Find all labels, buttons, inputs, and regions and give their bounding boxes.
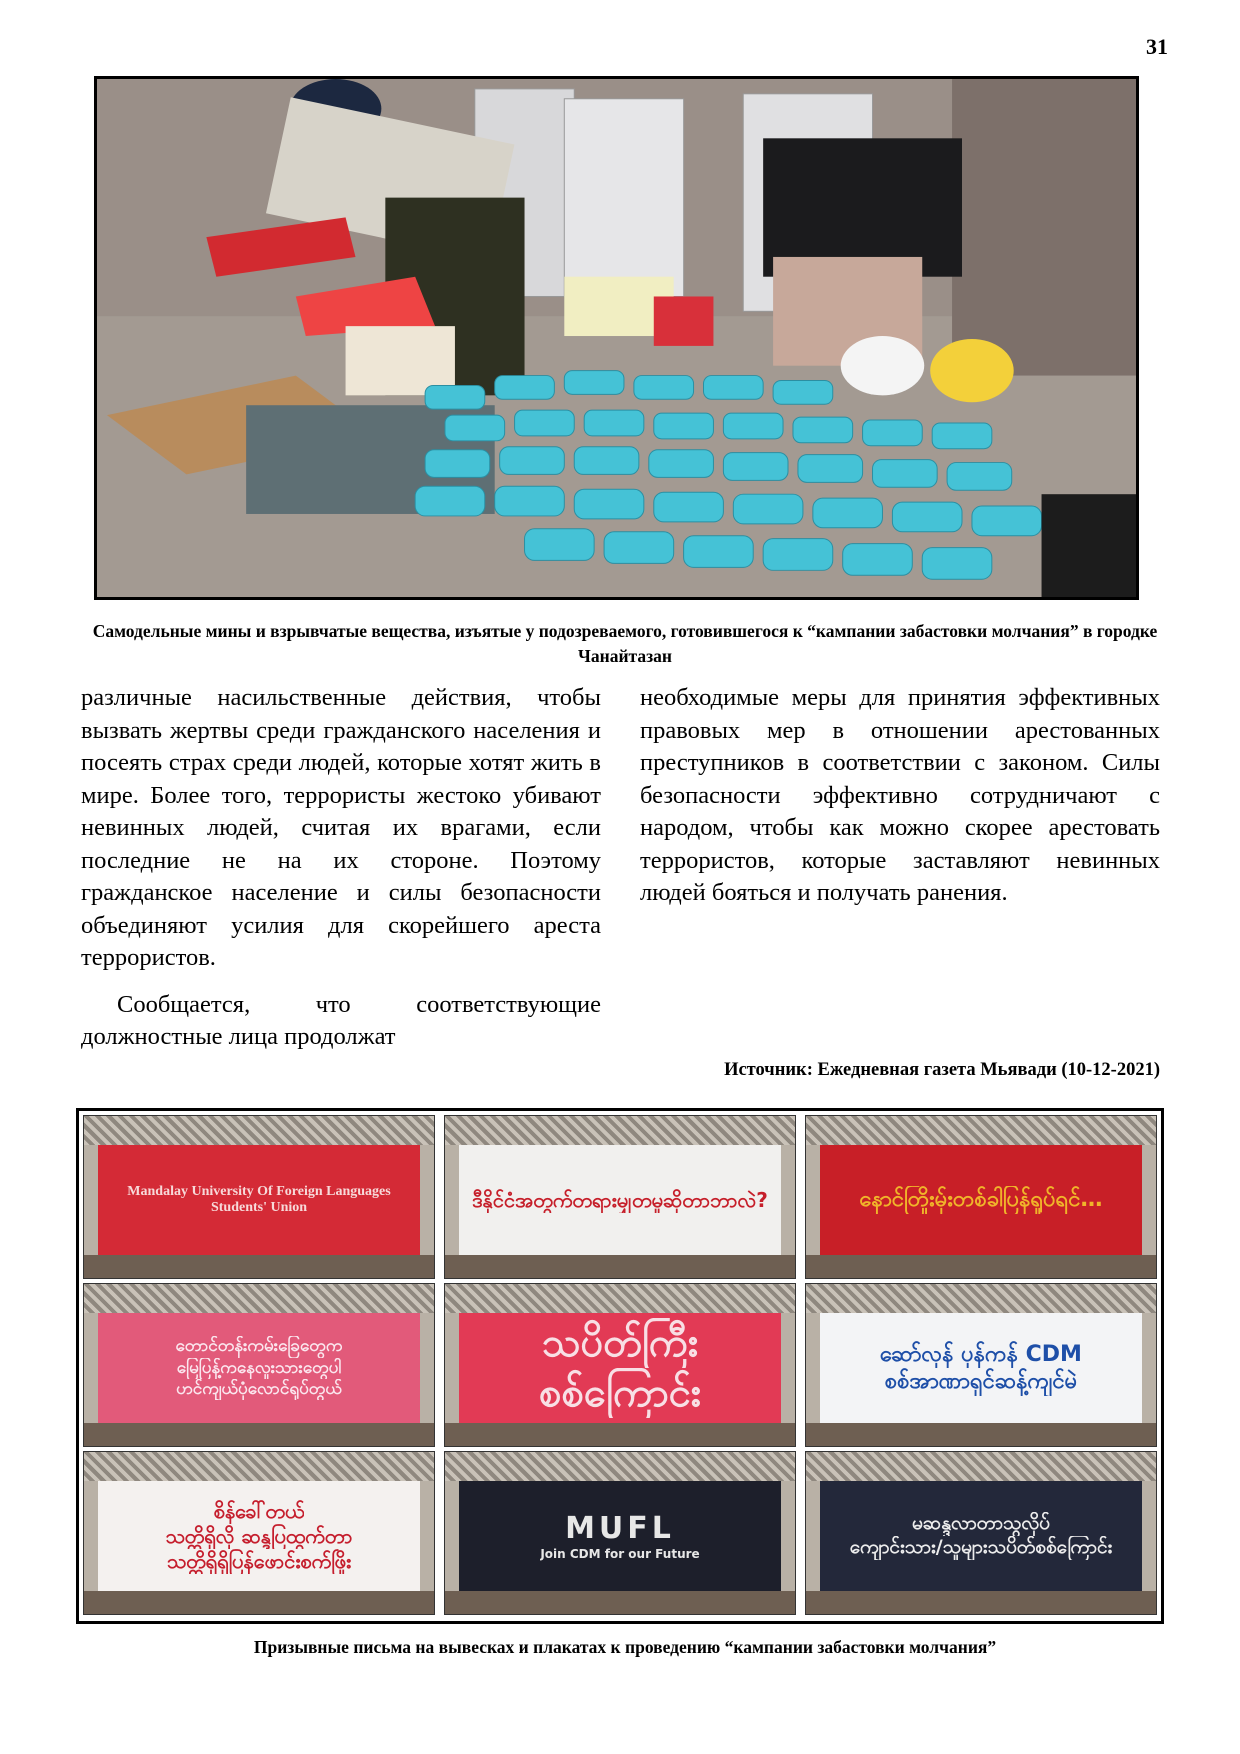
banner-text: Students' Union xyxy=(210,1200,308,1216)
protest-banner xyxy=(444,1115,796,1279)
banner-background xyxy=(445,1452,795,1481)
banner-text: စစ်ကြောင်း xyxy=(538,1370,702,1417)
banner-text: ကျောင်းသား/သူများသပိတ်စစ်ကြောင်း xyxy=(849,1536,1113,1559)
banner-background xyxy=(806,1116,1156,1145)
banner-grid xyxy=(76,1108,1164,1624)
banner-background xyxy=(445,1255,795,1278)
banner-text: သတ္တိရှိလို ဆန္ဒပြထွက်တာ xyxy=(165,1523,353,1548)
banner-background xyxy=(445,1116,795,1145)
photo-caption: Самодельные мины и взрывчатые вещества, изъятые у подозреваемого, готовившегося к “кампании забастовки молчания” в городке Чанайтазан xyxy=(92,621,1158,666)
protest-banner xyxy=(444,1283,796,1447)
banner-cloth xyxy=(98,1481,420,1591)
banners-caption: Призывные письма на вывесках и плакатах к проведению “кампании забастовки молчания” xyxy=(253,1637,997,1657)
banner-background xyxy=(445,1591,795,1614)
banner-cloth xyxy=(98,1313,420,1423)
banner-background xyxy=(84,1284,434,1313)
article-source: Источник: Ежедневная газета Мьявади (10-12-2021) xyxy=(724,1060,1160,1080)
banner-cloth xyxy=(820,1481,1142,1591)
protest-banner xyxy=(805,1283,1157,1447)
banner-background xyxy=(84,1591,434,1614)
banner-background xyxy=(84,1423,434,1446)
banner-text: Join CDM for our Future xyxy=(540,1547,700,1562)
protest-banner xyxy=(83,1451,435,1615)
banner-cloth xyxy=(459,1313,781,1423)
protest-banner xyxy=(83,1283,435,1447)
banner-text: တောင်တန်းကမ်းခြေတွေက xyxy=(175,1336,343,1357)
banner-text: MUFL xyxy=(565,1510,675,1546)
protest-banner xyxy=(444,1451,796,1615)
paragraph: различные насильственные действия, чтобы вызвать жертвы среди гражданского населения и посеять страх среди людей, которые хотят жить в мире. Более того, террористы жестоко убивают невинных людей, считая их врагами, если последние не на их стороне. Поэтому гражданское население и силы безопасности объединяют усилия для скорейшего ареста террористов. xyxy=(81,684,601,971)
banner-background xyxy=(84,1116,434,1145)
banner-text: မဆန္ဒလာတာသွလိုပ် xyxy=(912,1512,1050,1535)
banner-text: ဆော်လုန် ပုန်ကန် CDM xyxy=(880,1341,1082,1367)
paragraph: необходимые меры для принятия эффективных правовых мер в отношении арестованных преступников в соответствии с законом. Силы безопасности эффективно сотрудничают с народом, чтобы как можно скорее арестовать террористов, которые заставляют невинных людей бояться и получать ранения. xyxy=(640,684,1160,906)
banner-text: Mandalay University Of Foreign Languages xyxy=(127,1184,391,1200)
banner-text: ဒီနိုင်ငံအတွက်တရားမျှတမှုဆိုတာဘာလဲ? xyxy=(472,1187,768,1212)
banner-background xyxy=(806,1452,1156,1481)
banner-background xyxy=(806,1284,1156,1313)
banner-background xyxy=(84,1452,434,1481)
banner-cloth xyxy=(820,1313,1142,1423)
banner-text: နောင်တြိုးမ်ုးတစ်ခါပြန်ရှုပ်ရင်… xyxy=(859,1187,1103,1213)
banner-text: မြေပြန့်ကနေလူးသားတွေပါ xyxy=(176,1357,342,1378)
article-left-column xyxy=(81,682,601,1054)
article-right-column xyxy=(640,682,1160,910)
banner-cloth xyxy=(459,1145,781,1255)
protest-banner xyxy=(805,1451,1157,1615)
banner-cloth xyxy=(459,1481,781,1591)
banner-text: စိန်ခေါ်တယ် xyxy=(213,1498,305,1523)
seized-explosives-photo xyxy=(94,76,1139,600)
banner-text: ဟင်ကျယ်ပုံလောင်ရုပ်တွယ် xyxy=(176,1378,342,1399)
banner-cloth xyxy=(98,1145,420,1255)
banner-background xyxy=(806,1591,1156,1614)
page-number: 31 xyxy=(1146,34,1168,59)
banner-background xyxy=(806,1255,1156,1278)
banner-background xyxy=(806,1423,1156,1446)
protest-banner xyxy=(805,1115,1157,1279)
banner-background xyxy=(445,1284,795,1313)
banner-text: စစ်အာဏာရှင်ဆန့်ကျင်မဲ xyxy=(884,1369,1078,1395)
banner-text: သပိတ်ကြီး xyxy=(541,1320,699,1367)
banner-background xyxy=(84,1255,434,1278)
banner-background xyxy=(445,1423,795,1446)
banner-cloth xyxy=(820,1145,1142,1255)
protest-banner xyxy=(83,1115,435,1279)
paragraph: Сообщается, что соответствующие должностные лица продолжат xyxy=(81,990,601,1050)
banner-text: သတ္တိရှိရှိပြန်ဖောင်းစက်ဖြိုး xyxy=(166,1548,352,1573)
photo-illustration xyxy=(97,79,1136,597)
